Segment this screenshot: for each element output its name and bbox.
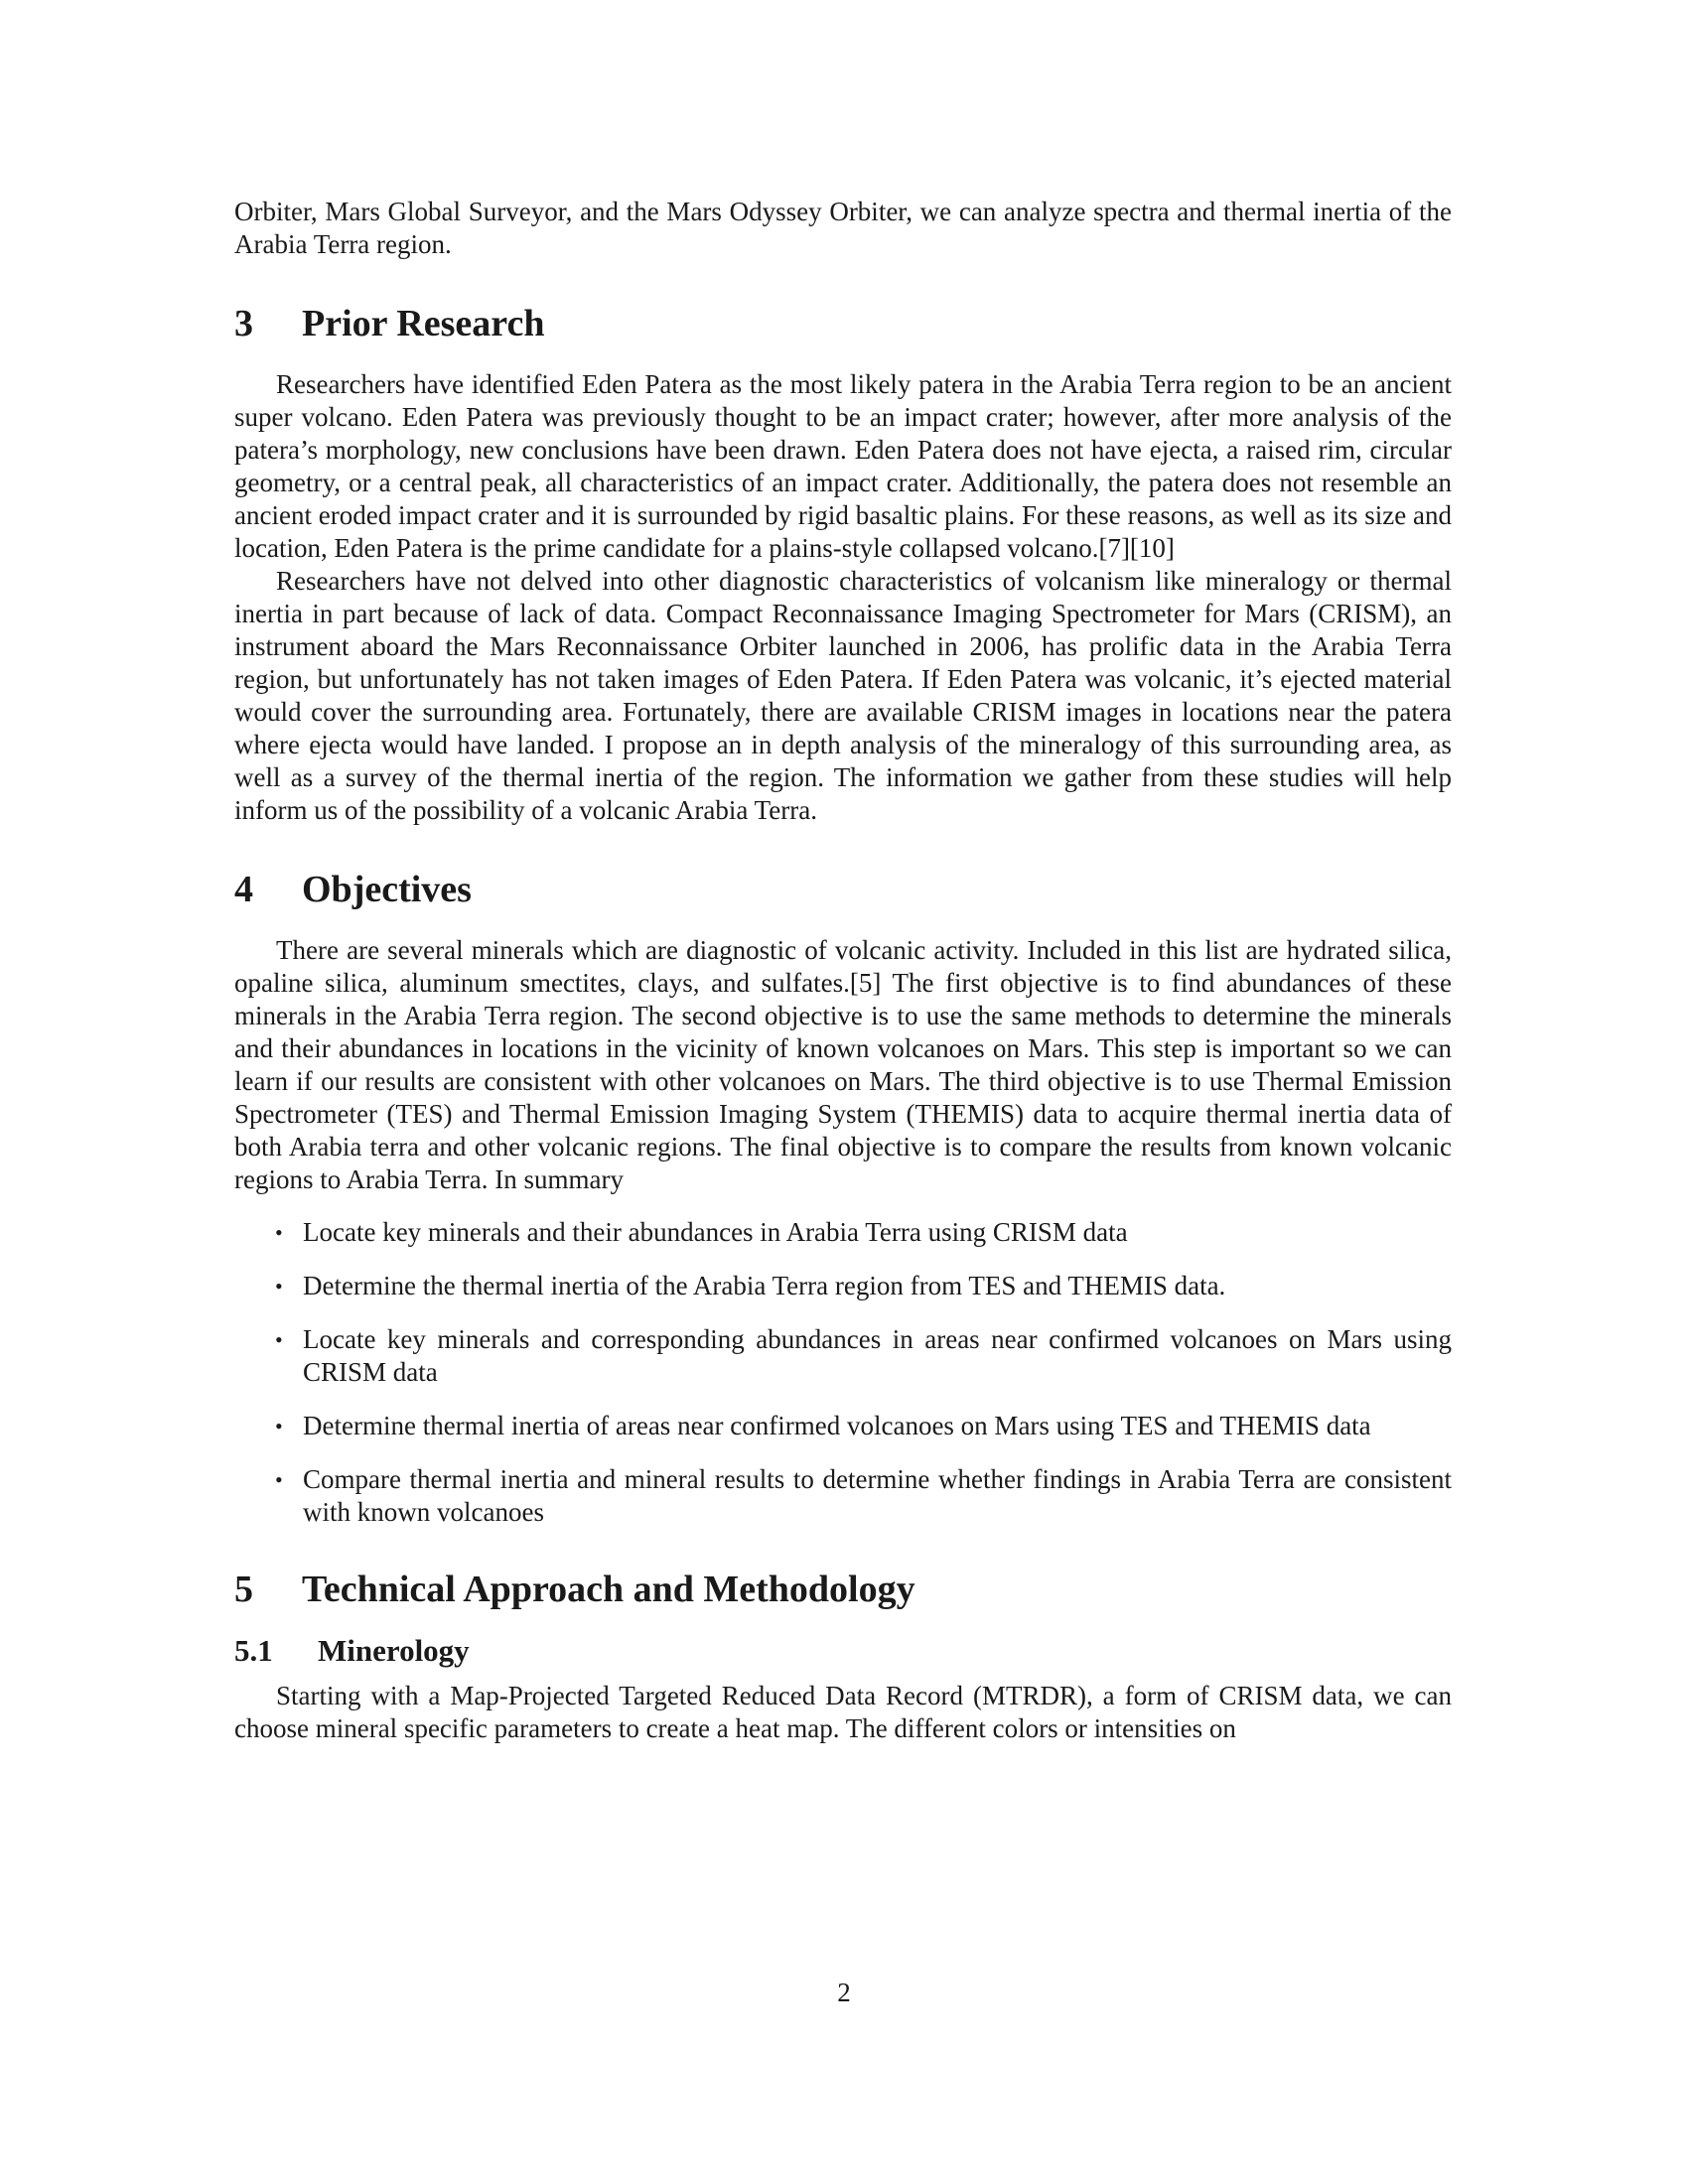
section-5-heading <box>234 1567 1452 1612</box>
list-item <box>234 1216 1452 1249</box>
intro-paragraph: Orbiter, Mars Global Surveyor, and the Mars Odyssey Orbiter, we can analyze spectra and thermal inertia of the Arabia Terra region. <box>234 197 1452 259</box>
list-item <box>234 1323 1452 1389</box>
list-item-text: Locate key minerals and their abundances in Arabia Terra using CRISM data <box>303 1217 1128 1247</box>
list-item-text: Locate key minerals and corresponding abundances in areas near confirmed volcanoes on Mars using CRISM data <box>303 1324 1452 1387</box>
bullet-icon: • <box>275 1327 283 1352</box>
subsection-5-1-heading <box>234 1632 1452 1670</box>
subsection-5-1-paragraph: Starting with a Map-Projected Targeted Reduced Data Record (MTRDR), a form of CRISM data, we can choose mineral specific parameters to create a heat map. The different colors or intensities on <box>234 1681 1452 1743</box>
bullet-icon: • <box>275 1414 283 1438</box>
section-3-paragraph-2: Researchers have not delved into other diagnostic characteristics of volcanism like mineralogy or thermal inertia in part because of lack of data. Compact Reconnaissance Imaging Spectrometer for Mars (CRISM), an instrument aboard the Mars Reconnaissance Orbiter launched in 2006, has prolific data in the Arabia Terra region, but unfortunately has not taken images of Eden Patera. If Eden Patera was volcanic, it’s ejected material would cover the surrounding area. Fortunately, there are available CRISM images in locations near the patera where ejecta would have landed. I propose an in depth analysis of the mineralogy of this surrounding area, as well as a survey of the thermal inertia of the region. The information we gather from these studies will help inform us of the possibility of a volcanic Arabia Terra. <box>234 566 1452 825</box>
page-content <box>234 196 1452 1745</box>
section-5-title: Technical Approach and Methodology <box>302 1569 915 1610</box>
list-item <box>234 1463 1452 1529</box>
section-3-paragraph-1: Researchers have identified Eden Patera as the most likely patera in the Arabia Terra region to be an ancient super volcano. Eden Patera was previously thought to be an impact crater; however, after more analysis of the patera’s morphology, new conclusions have been drawn. Eden Patera does not have ejecta, a raised rim, circular geometry, or a central peak, all characteristics of an impact crater. Additionally, the patera does not resemble an ancient eroded impact crater and it is surrounded by rigid basaltic plains. For these reasons, as well as its size and location, Eden Patera is the prime candidate for a plains-style collapsed volcano.[7][10] <box>234 369 1452 563</box>
list-item-text: Compare thermal inertia and mineral results to determine whether findings in Arabia Terra are consistent with known volcanoes <box>303 1464 1452 1527</box>
list-item-text: Determine the thermal inertia of the Arabia Terra region from TES and THEMIS data. <box>303 1271 1226 1300</box>
subsection-5-1-number: 5.1 <box>234 1633 273 1668</box>
bullet-icon: • <box>275 1220 283 1245</box>
list-item <box>234 1410 1452 1442</box>
section-4-heading <box>234 867 1452 912</box>
bullet-icon: • <box>275 1467 283 1492</box>
subsection-5-1-title: Minerology <box>318 1633 470 1668</box>
section-3-title: Prior Research <box>302 303 545 344</box>
section-3-heading <box>234 301 1452 346</box>
list-item-text: Determine thermal inertia of areas near confirmed volcanoes on Mars using TES and THEMIS data <box>303 1411 1371 1440</box>
section-4-number: 4 <box>234 869 253 910</box>
list-item <box>234 1270 1452 1302</box>
section-3-number: 3 <box>234 303 253 344</box>
section-4-title: Objectives <box>302 869 472 910</box>
section-4-paragraph: There are several minerals which are diagnostic of volcanic activity. Included in this list are hydrated silica, opaline silica, aluminum smectites, clays, and sulfates.[5] The first objective is to find abundances of these minerals in the Arabia Terra region. The second objective is to use the same methods to determine the minerals and their abundances in locations in the vicinity of known volcanoes on Mars. This step is important so we can learn if our results are consistent with other volcanoes on Mars. The third objective is to use Thermal Emission Spectrometer (TES) and Thermal Emission Imaging System (THEMIS) data to acquire thermal inertia data of both Arabia terra and other volcanic regions. The final objective is to compare the results from known volcanic regions to Arabia Terra. In summary <box>234 935 1452 1194</box>
objectives-list <box>234 1216 1452 1529</box>
section-5-number: 5 <box>234 1569 253 1610</box>
page-number: 2 <box>837 1978 851 2007</box>
bullet-icon: • <box>275 1274 283 1298</box>
